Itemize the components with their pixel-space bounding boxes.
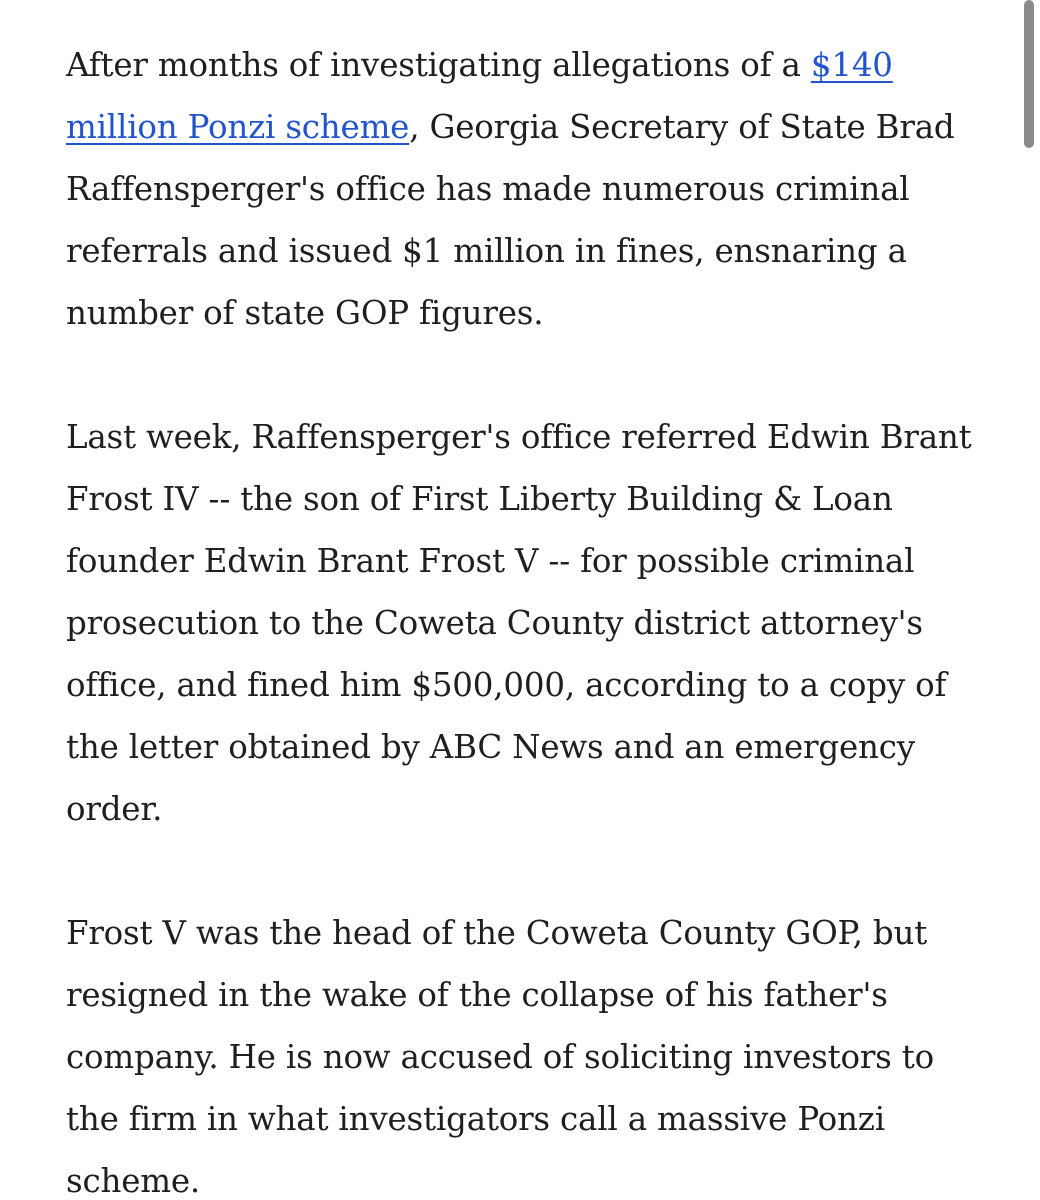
- paragraph-text: , Georgia Secretary of State Brad Raffensperger's office has made numerous criminal referrals and issued $1 million in fines, ensnaring a number of state GOP figures.: [66, 108, 955, 332]
- article-paragraph: Frost V was the head of the Coweta County GOP, but resigned in the wake of the collapse of his father's company. He is now accused of soliciting investors to the firm in what investigators call a massive Ponzi scheme.: [66, 914, 934, 1200]
- article-paragraph: [66, 34, 980, 344]
- paragraph-text: After months of investigating allegations of a: [66, 46, 811, 84]
- ponzi-scheme-link[interactable]: $140 million Ponzi scheme: [66, 46, 893, 146]
- scrollbar-thumb[interactable]: [1024, 0, 1034, 148]
- article-paragraph: Last week, Raffensperger's office referred Edwin Brant Frost IV -- the son of First Liberty Building & Loan founder Edwin Brant Frost V -- for possible criminal prosecution to the Coweta County district attorney's office, and fined him $500,000, according to a copy of the letter obtained by ABC News and an emergency order.: [66, 418, 972, 828]
- article-body: [66, 34, 980, 1200]
